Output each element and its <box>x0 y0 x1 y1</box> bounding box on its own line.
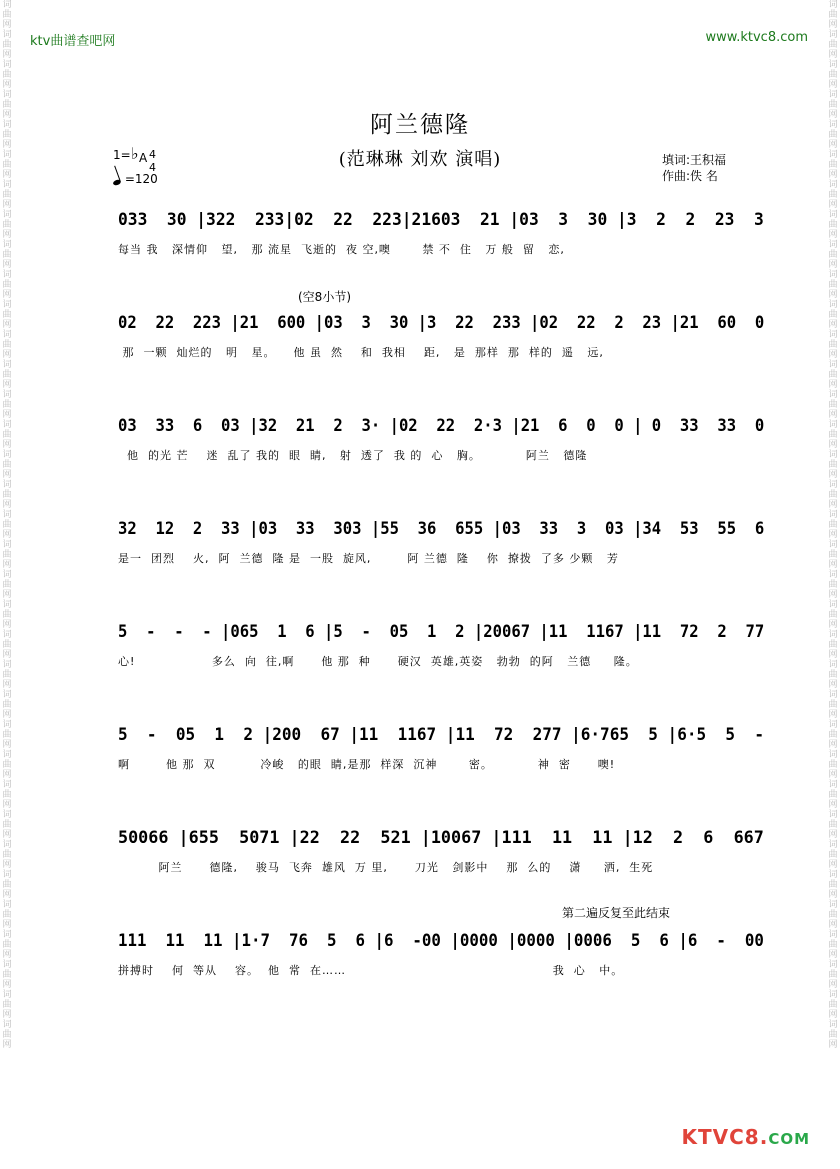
composer: 作曲:佚 名 <box>662 169 718 183</box>
lyric-line: 是一 团烈 火, 阿 兰德 隆 是 一股 旋风, 阿 兰德 隆 你 撩拨 了多 少颗 芳 <box>118 552 619 565</box>
time-top: 4 <box>149 148 156 161</box>
score-system <box>118 205 764 265</box>
credits <box>662 152 726 184</box>
quarter-note-icon <box>112 179 121 186</box>
score-system <box>118 514 764 574</box>
notation-line: 033 30 |322 233|02 22 223|21603 21 |03 3 30 |3 2 2 23 3 <box>118 210 764 230</box>
notation-line: 5 - 05 1 2 |200 67 |11 1167 |11 72 277 |6·765 5 |6·5 5 - <box>118 725 764 745</box>
lyric-line: 啊 他 那 双 冷峻 的眼 睛,是那 样深 沉神 密。 神 密 噢! <box>118 758 616 771</box>
lyric-line: 心! 多么 向 往,啊 他 那 种 硬汉 英雄,英姿 勃勃 的阿 兰德 隆。 <box>118 655 638 668</box>
notation-line: 111 11 11 |1·7 76 5 6 |6 -00 |0000 |0000 |0006 5 6 |6 - 00 <box>118 931 764 951</box>
key-prefix: 1= <box>113 148 131 162</box>
score-system <box>118 823 764 883</box>
notation-line: 50066 |655 5071 |22 22 521 |10067 |111 11 11 |12 2 6 667 <box>118 828 764 848</box>
notation-line: 32 12 2 33 |03 33 303 |55 36 655 |03 33 3 03 |34 53 55 6 <box>118 519 765 539</box>
side-watermark-left: 词曲网词曲网词曲网词曲网词曲网词曲网词曲网词曲网词曲网词曲网词曲网词曲网词曲网词曲网词曲网词曲网词曲网词曲网词曲网词曲网词曲网词曲网词曲网词曲网词曲网词曲网词曲网词曲网词曲网词曲网词曲网词曲网词曲网词曲网词曲网 <box>2 0 12 1050</box>
lyric-line: 他 的光 芒 迷 乱了 我的 眼 睛, 射 透了 我 的 心 胸。 阿兰 德隆 <box>118 449 588 462</box>
flat-sign: ♭ <box>131 144 139 163</box>
key-note: A <box>139 151 148 165</box>
lyric-line: 阿兰 德隆, 骏马 飞奔 雄风 万 里, 刀光 剑影中 那 么的 潇 洒, 生死 <box>118 861 654 874</box>
time-bottom: 4 <box>149 161 156 174</box>
lyric-line: 拼搏时 何 等从 容。 他 常 在…… 我 心 中。 <box>118 964 624 977</box>
score-annotation: (空8小节) <box>298 290 351 304</box>
brand-tld: COM <box>768 1130 810 1148</box>
brand-main: KTVC8. <box>681 1125 769 1149</box>
score-system <box>118 720 764 780</box>
side-watermark-right: 词曲网词曲网词曲网词曲网词曲网词曲网词曲网词曲网词曲网词曲网词曲网词曲网词曲网词曲网词曲网词曲网词曲网词曲网词曲网词曲网词曲网词曲网词曲网词曲网词曲网词曲网词曲网词曲网词曲网词曲网词曲网词曲网词曲网词曲网词曲网 <box>828 0 838 1050</box>
song-subtitle: (范琳琳 刘欢 演唱) <box>338 149 502 170</box>
key-signature <box>113 144 156 174</box>
score-system <box>118 290 765 368</box>
brand-watermark <box>682 1125 811 1149</box>
tempo-marking <box>113 172 158 186</box>
score-system <box>118 617 764 677</box>
song-title: 阿兰德隆 <box>370 112 470 138</box>
score-system <box>118 411 764 471</box>
notation-line: 02 22 223 |21 600 |03 3 30 |3 22 233 |02 22 2 23 |21 60 0 <box>118 313 765 333</box>
score-system <box>118 906 764 986</box>
time-signature <box>149 148 156 174</box>
notation-line: 5 - - - |065 1 6 |5 - 05 1 2 |20067 |11 1167 |11 72 2 77 <box>118 622 765 642</box>
lyric-line: 那 一颗 灿烂的 明 星。 他 虽 然 和 我相 距, 是 那样 那 样的 遥 远, <box>118 346 604 359</box>
tempo-value: =120 <box>124 172 158 186</box>
lyric-line: 每当 我 深情仰 望, 那 流星 飞逝的 夜 空,噢 禁 不 住 万 般 留 恋, <box>118 243 565 256</box>
score-annotation: 第二遍反复至此结束 <box>562 906 671 920</box>
lyricist: 填词:王积福 <box>662 153 727 167</box>
site-url-right[interactable]: www.ktvc8.com <box>705 30 808 45</box>
notation-line: 03 33 6 03 |32 21 2 3· |02 22 2·3 |21 6 0 0 | 0 33 33 0 <box>118 416 765 436</box>
site-name-left[interactable]: ktv曲谱查吧网 <box>30 34 116 49</box>
